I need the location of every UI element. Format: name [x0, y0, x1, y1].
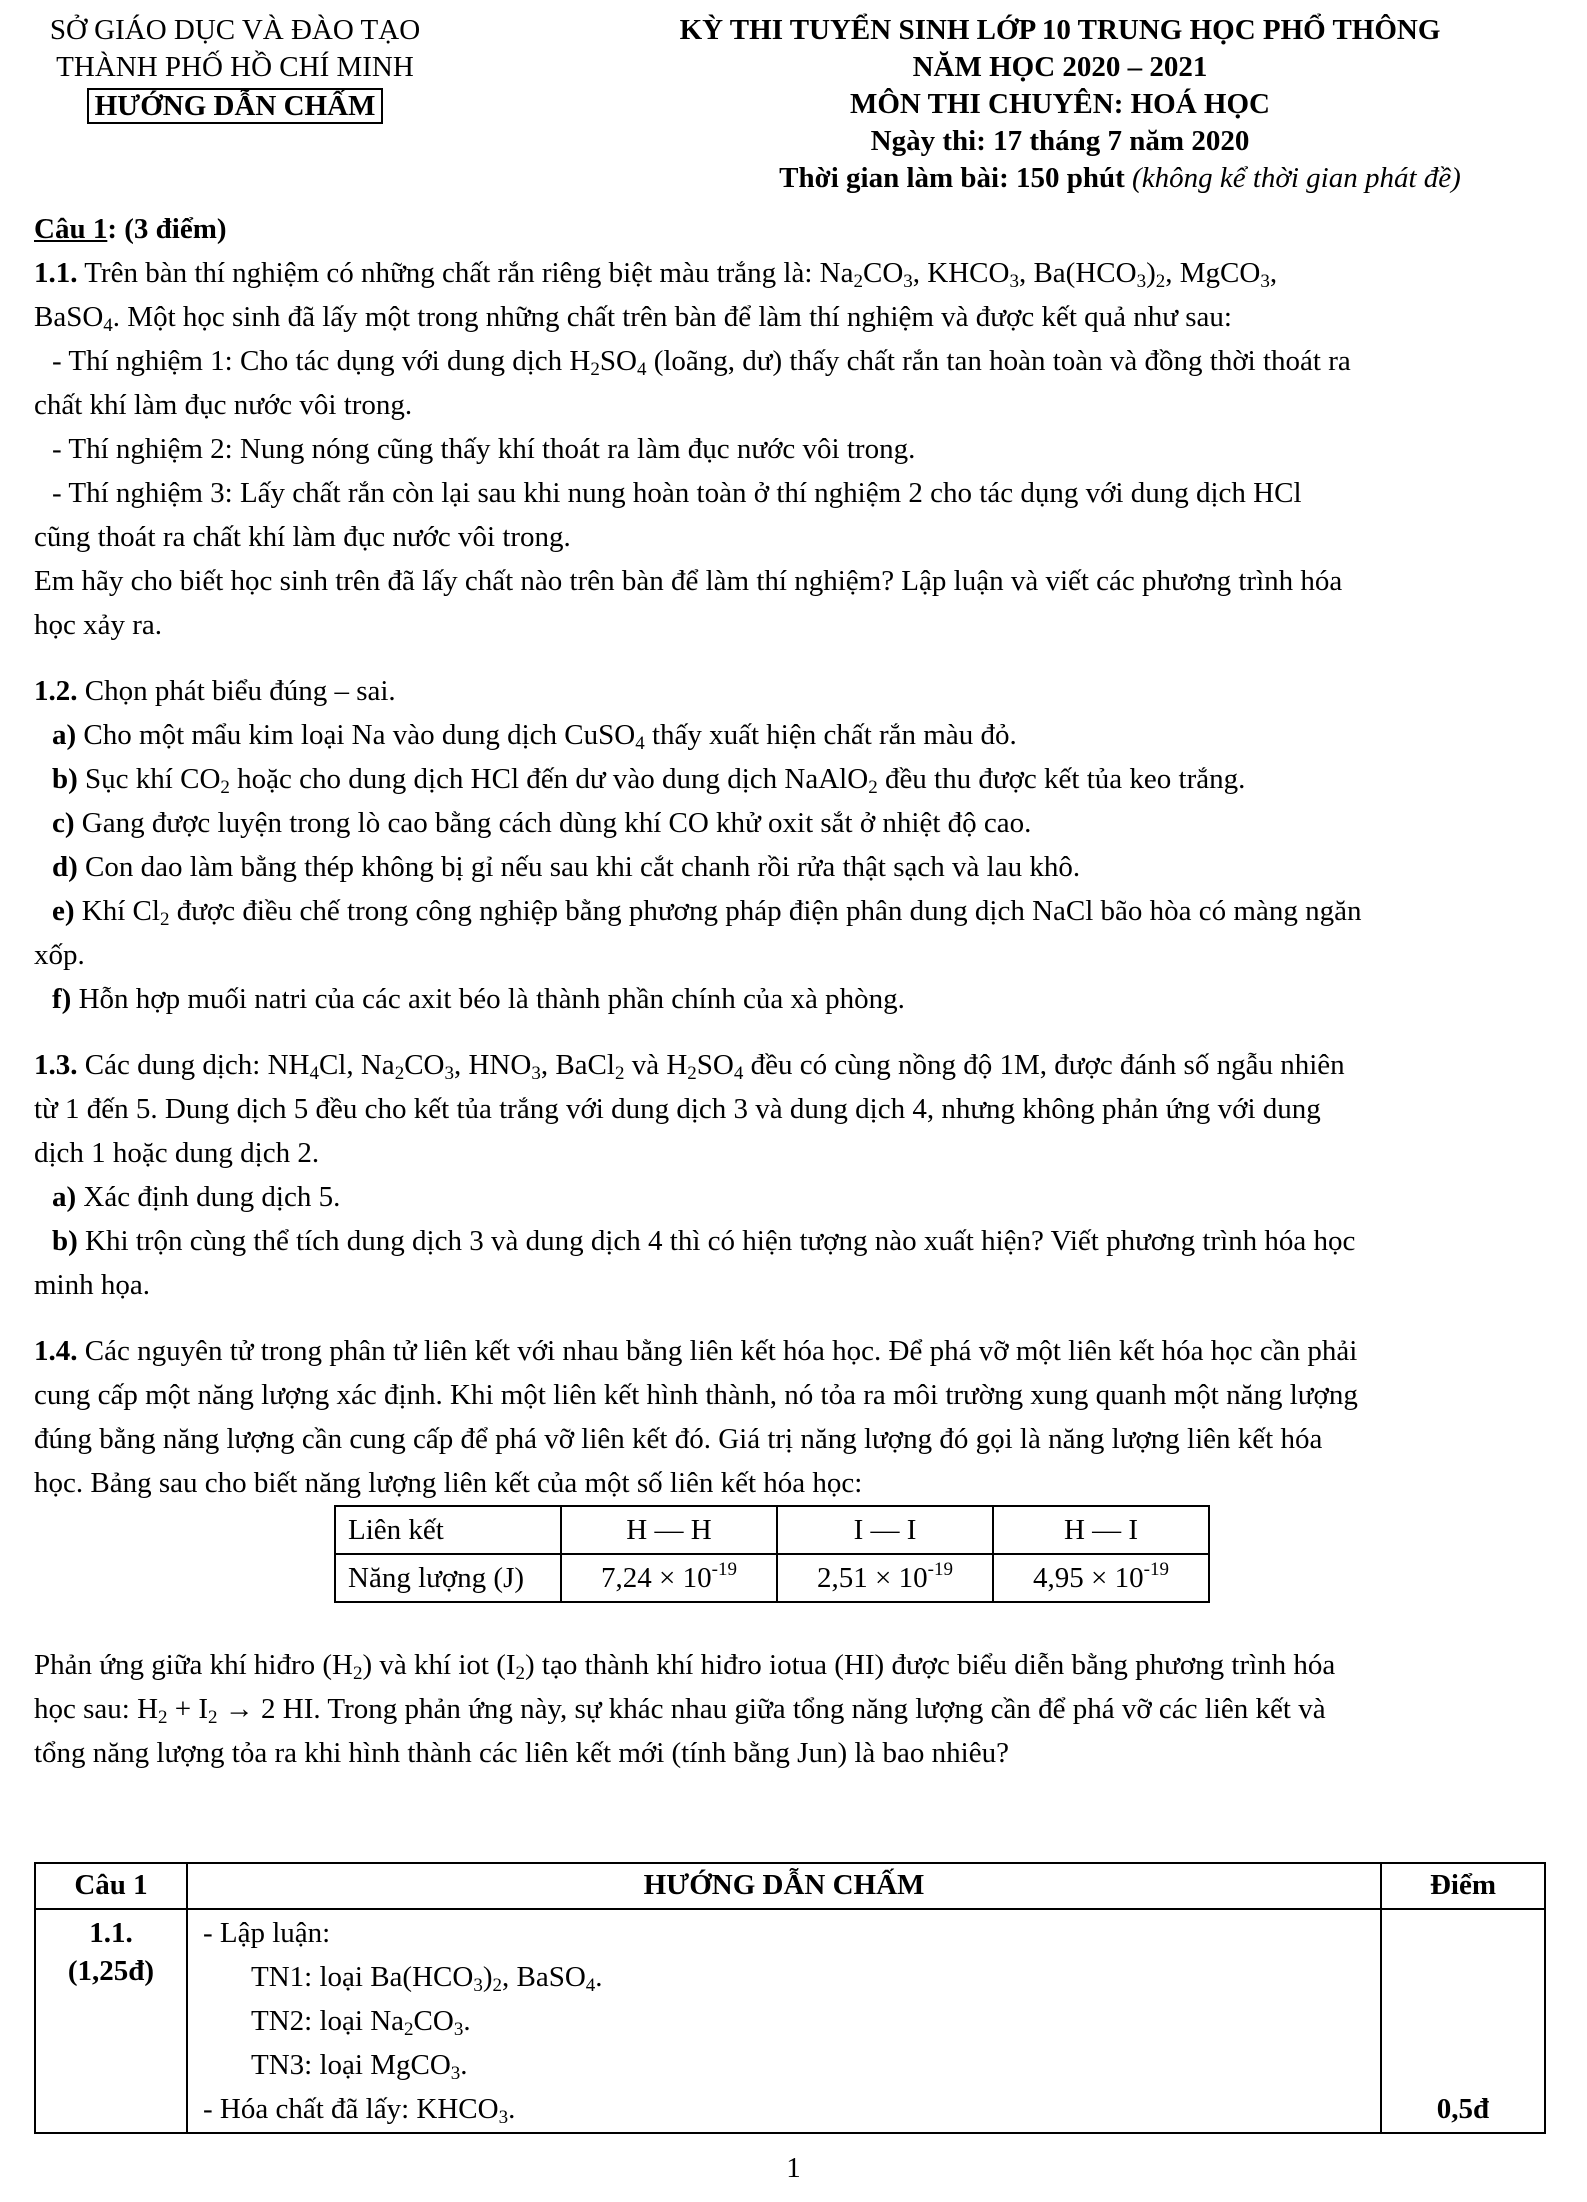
p12-item-d: d) Con dao làm bằng thép không bị gỉ nếu sau khi cắt chanh rồi rửa thật sạch và lau khô.: [52, 851, 1081, 883]
table-row: [335, 1506, 1209, 1554]
p14-line-4: học. Bảng sau cho biết năng lượng liên kết của một số liên kết hóa học:: [34, 1467, 863, 1499]
p12-intro: 1.2. Chọn phát biểu đúng – sai.: [34, 675, 396, 707]
table-row: [335, 1554, 1209, 1602]
p14-reaction-line-3: tổng năng lượng tỏa ra khi hình thành các liên kết mới (tính bằng Jun) là bao nhiêu?: [34, 1737, 1009, 1769]
p14-line-3: đúng bằng năng lượng cần cung cấp để phá vỡ liên kết đó. Giá trị năng lượng đó gọi là năng lượng liên kết hóa: [34, 1423, 1323, 1455]
header-left: [30, 12, 440, 125]
table-cell: Liên kết: [335, 1506, 561, 1554]
p11-ask-cont: học xảy ra.: [34, 609, 163, 641]
p13-line-1: 1.3. Các dung dịch: $NH_4Cl$, $Na_2CO_3$, $HNO_3$, BaCl$_2$ và $H_2SO_4$ đều có cùng nồng độ 1M, được đánh số ngẫu nhiên: [34, 1049, 1345, 1084]
p11-experiment-1-cont: chất khí làm đục nước vôi trong.: [34, 389, 413, 421]
p12-item-b: b) Sục khí $CO_2$ hoặc cho dung dịch HCl đến dư vào dung dịch NaAlO$_2$ đều thu được kết tủa keo trắng.: [52, 763, 1246, 798]
exam-title: KỲ THI TUYỂN SINH LỚP 10 TRUNG HỌC PHỔ THÔNG: [679, 14, 1441, 46]
question-heading: Câu 1: (3 điểm): [34, 213, 227, 245]
bond-energy-table: [334, 1505, 1210, 1603]
p11-experiment-3: - Thí nghiệm 3: Lấy chất rắn còn lại sau khi nung hoàn toàn ở thí nghiệm 2 cho tác dụng với dung dịch HCl: [52, 477, 1302, 509]
subject-line: MÔN THI CHUYÊN: HOÁ HỌC: [850, 88, 1270, 120]
document-type-box: HƯỚNG DẪN CHẤM: [87, 88, 384, 124]
header-right: [560, 12, 1560, 197]
table-cell: H — H: [561, 1506, 777, 1554]
table-cell: H — I: [993, 1506, 1209, 1554]
grading-table: [34, 1862, 1546, 2134]
score-cell: 0,5đ: [1381, 1909, 1545, 2133]
p12-item-f: f) Hỗn hợp muối natri của các axit béo là thành phần chính của xà phòng.: [52, 983, 905, 1015]
p13-line-2: từ 1 đến 5. Dung dịch 5 đều cho kết tủa trắng với dung dịch 3 và dung dịch 4, nhưng không phản ứng với dung: [34, 1093, 1321, 1125]
school-year: NĂM HỌC 2020 – 2021: [912, 51, 1208, 83]
guide-content: - Lập luận: TN1: loại $Ba(HCO_3)_2$, BaSO$_4$. TN2: loại $Na_2CO_3$. TN3: loại MgCO$_3$. - Hóa chất đã lấy: $KHCO_3$.: [187, 1909, 1381, 2133]
col-header-guide: HƯỚNG DẪN CHẤM: [187, 1863, 1381, 1909]
p11-ask: Em hãy cho biết học sinh trên đã lấy chất nào trên bàn để làm thí nghiệm? Lập luận và viết các phương trình hóa: [34, 565, 1343, 597]
col-header-score: Điểm: [1381, 1863, 1545, 1909]
table-row: [35, 1863, 1545, 1909]
p14-line-2: cung cấp một năng lượng xác định. Khi một liên kết hình thành, nó tỏa ra môi trường xung quanh một năng lượng: [34, 1379, 1358, 1411]
p13-item-b-cont: minh họa.: [34, 1269, 150, 1301]
p12-item-e: e) Khí $Cl_2$ được điều chế trong công nghiệp bằng phương pháp điện phân dung dịch NaCl bão hòa có màng ngăn: [52, 895, 1362, 930]
table-cell: $2,51 \times 10^{-19}$: [777, 1554, 993, 1602]
table-cell: I — I: [777, 1506, 993, 1554]
p14-reaction-line-2: học sau: $H_2 + I_2 \to 2$ HI. Trong phản ứng này, sự khác nhau giữa tổng năng lượng cần để phá vỡ các liên kết và: [34, 1693, 1326, 1728]
duration-note: (không kể thời gian phát đề): [1132, 162, 1461, 194]
p11-experiment-3-cont: cũng thoát ra chất khí làm đục nước vôi trong.: [34, 521, 571, 553]
p11-line-2: BaSO$_4$. Một học sinh đã lấy một trong những chất trên bàn để làm thí nghiệm và được kết quả như sau:: [34, 301, 1232, 336]
p11-line-1: 1.1. Trên bàn thí nghiệm có những chất rắn riêng biệt màu trắng là: $Na_2CO_3$, $KHCO_3$, $Ba(HCO_3)_2$, MgCO$_3$,: [34, 257, 1278, 292]
col-header-question: Câu 1: [35, 1863, 187, 1909]
p14-reaction-line-1: Phản ứng giữa khí hiđro $(H_2)$ và khí iot $(I_2)$ tạo thành khí hiđro iotua (HI) được biểu diễn bằng phương trình hóa: [34, 1649, 1336, 1684]
part-label: 1.1. (1,25đ): [35, 1909, 187, 2133]
p12-item-a: a) Cho một mẩu kim loại Na vào dung dịch CuSO$_4$ thấy xuất hiện chất rắn màu đỏ.: [52, 719, 1017, 754]
duration: Thời gian làm bài: 150 phút: [779, 162, 1125, 194]
p12-item-e-cont: xốp.: [34, 939, 85, 971]
p11-experiment-2: - Thí nghiệm 2: Nung nóng cũng thấy khí thoát ra làm đục nước vôi trong.: [52, 433, 916, 465]
table-cell: Năng lượng (J): [335, 1554, 561, 1602]
question-body: [34, 207, 1564, 1775]
p12-item-c: c) Gang được luyện trong lò cao bằng cách dùng khí CO khử oxit sắt ở nhiệt độ cao.: [52, 807, 1032, 839]
p13-line-3: dịch 1 hoặc dung dịch 2.: [34, 1137, 320, 1169]
department-line-2: THÀNH PHỐ HỒ CHÍ MINH: [56, 51, 414, 83]
table-cell: $7,24 \times 10^{-19}$: [561, 1554, 777, 1602]
table-cell: $4,95 \times 10^{-19}$: [993, 1554, 1209, 1602]
p11-experiment-1: - Thí nghiệm 1: Cho tác dụng với dung dịch $H_2SO_4$ (loãng, dư) thấy chất rắn tan hoàn toàn và đồng thời thoát ra: [52, 345, 1351, 380]
p14-line-1: 1.4. Các nguyên tử trong phân tử liên kết với nhau bằng liên kết hóa học. Để phá vỡ một liên kết hóa học cần phải: [34, 1335, 1358, 1367]
table-row: [35, 1909, 1545, 2133]
department-line-1: SỞ GIÁO DỤC VÀ ĐÀO TẠO: [49, 14, 421, 46]
p13-item-a: a) Xác định dung dịch 5.: [52, 1181, 341, 1213]
page-number: 1: [786, 2152, 801, 2184]
exam-date: Ngày thi: 17 tháng 7 năm 2020: [870, 125, 1250, 157]
p13-item-b: b) Khi trộn cùng thể tích dung dịch 3 và dung dịch 4 thì có hiện tượng nào xuất hiện? Viết phương trình hóa học: [52, 1225, 1356, 1257]
